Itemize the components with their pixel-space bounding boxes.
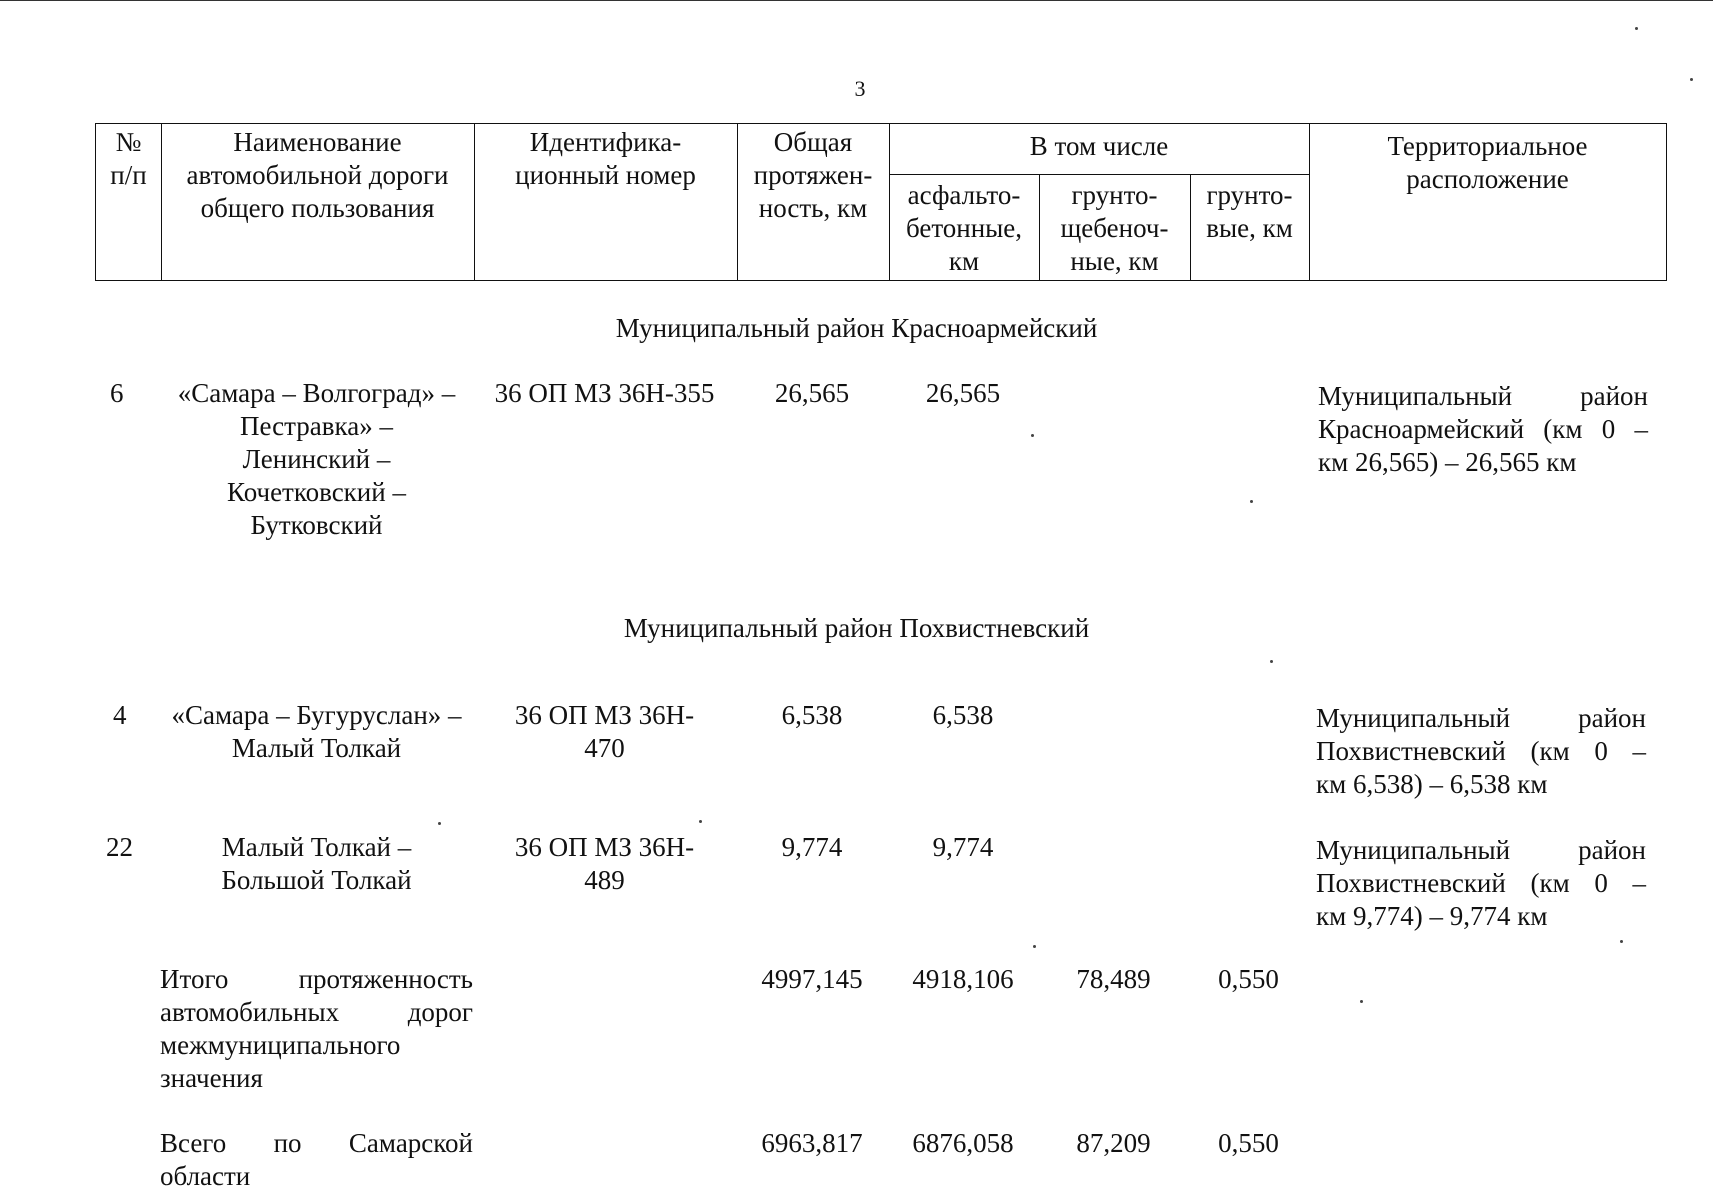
- road-id: 36 ОП МЗ 36Н- 489: [514, 832, 695, 895]
- header-including: В том числе: [1029, 131, 1169, 161]
- total-length: 6,538: [781, 700, 843, 730]
- header-id-number: Идентифика- ционный номер: [515, 127, 696, 190]
- asphalt-length: 6876,058: [912, 1128, 1014, 1158]
- dirt-length: 0,550: [1218, 1128, 1279, 1158]
- asphalt-length: 6,538: [932, 700, 994, 730]
- scan-speck: [1270, 660, 1273, 663]
- gravel-length: 87,209: [1076, 1128, 1151, 1158]
- road-name: «Самара – Волгоград» – Пестравка» – Ленинский – Кочетковский – Бутковский: [177, 378, 456, 540]
- scan-speck: [1690, 78, 1693, 81]
- territorial-location: Муниципальный район Похвистневский (км 0 – км 9,774) – 9,774 км: [1316, 835, 1646, 931]
- scan-speck: [1635, 27, 1638, 30]
- road-id: 36 ОП МЗ 36Н- 470: [514, 700, 695, 763]
- asphalt-length: 9,774: [932, 832, 994, 862]
- row-number: 6: [110, 378, 124, 408]
- header-total-length: Общая протяжен- ность, км: [753, 127, 873, 223]
- header-num: № п/п: [110, 127, 147, 190]
- asphalt-length: 4918,106: [912, 964, 1014, 994]
- total-length: 6963,817: [761, 1128, 863, 1158]
- scan-speck: [1250, 500, 1253, 503]
- asphalt-length: 26,565: [925, 378, 1001, 408]
- top-border-line: [0, 0, 1713, 1]
- road-name: Малый Толкай – Большой Толкай: [221, 832, 412, 895]
- header-gravel: грунто- щебеноч- ные, км: [1060, 180, 1169, 276]
- row-number: 22: [106, 832, 133, 862]
- total-length: 9,774: [781, 832, 843, 862]
- dirt-length: 0,550: [1218, 964, 1279, 994]
- grand-total-label: Всего по Самарской области: [160, 1128, 473, 1191]
- section-title: Муниципальный район Похвистневский: [623, 613, 1090, 643]
- gravel-length: 78,489: [1076, 964, 1151, 994]
- territorial-location: Муниципальный район Красноармейский (км 0 – км 26,565) – 26,565 км: [1318, 381, 1648, 477]
- page-number: 3: [854, 76, 866, 101]
- section-title: Муниципальный район Красноармейский: [615, 313, 1098, 343]
- table-header: [95, 123, 1667, 281]
- territorial-location: Муниципальный район Похвистневский (км 0 – км 6,538) – 6,538 км: [1316, 703, 1646, 799]
- total-length: 4997,145: [761, 964, 863, 994]
- scan-speck: [1620, 940, 1623, 943]
- road-name: «Самара – Бугуруслан» – Малый Толкай: [171, 700, 462, 763]
- road-id: 36 ОП МЗ 36Н-355: [494, 378, 715, 408]
- scan-speck: [1033, 945, 1036, 948]
- header-asphalt: асфальто- бетонные, км: [905, 180, 1023, 276]
- scan-speck: [1031, 434, 1034, 437]
- row-number: 4: [113, 700, 127, 730]
- total-label: Итого протяженность автомобильных дорог межмуниципального значения: [160, 964, 473, 1093]
- scan-speck: [438, 822, 441, 825]
- header-dirt: грунто- вые, км: [1206, 180, 1293, 243]
- scan-speck: [699, 820, 702, 823]
- scan-speck: [1360, 1000, 1363, 1003]
- header-location: Территориальное расположение: [1387, 131, 1588, 194]
- header-road-name: Наименование автомобильной дороги общего пользования: [186, 127, 449, 223]
- total-length: 26,565: [774, 378, 850, 408]
